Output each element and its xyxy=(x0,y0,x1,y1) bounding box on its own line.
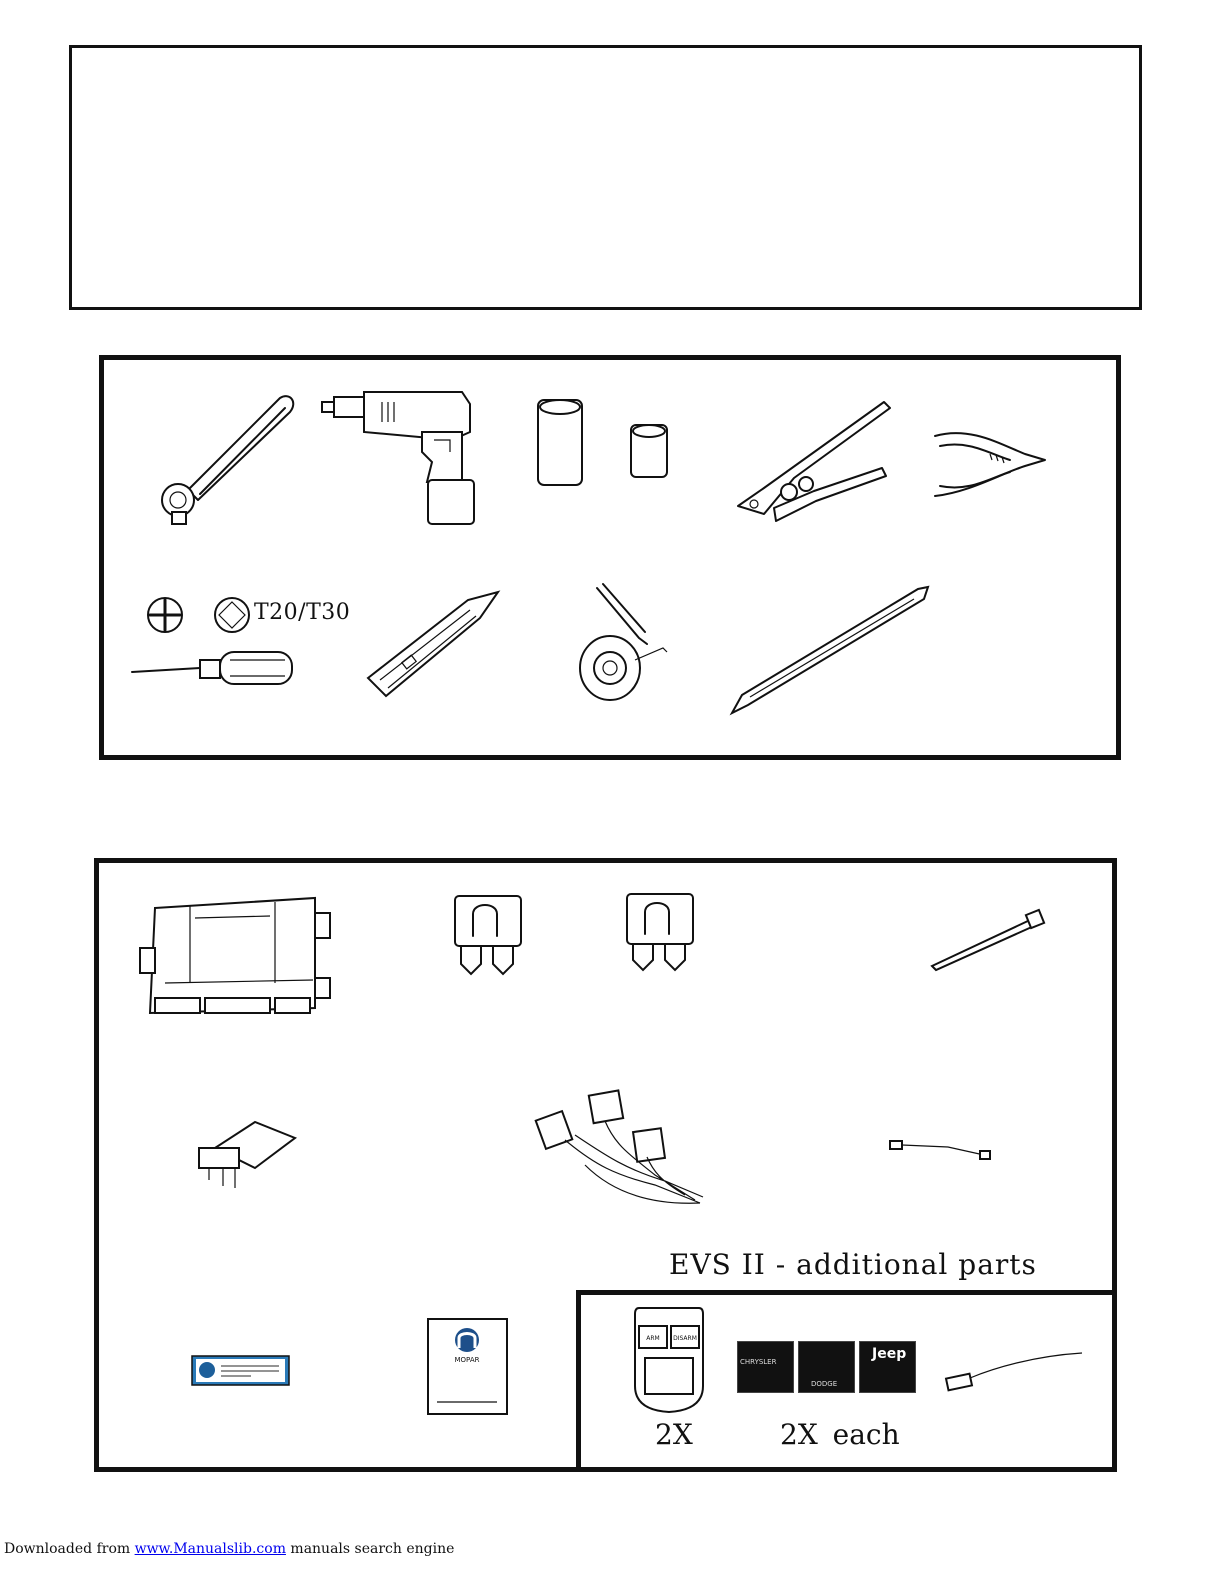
utility-knife-icon xyxy=(358,588,508,703)
cordless-drill-icon xyxy=(322,392,482,527)
socket-set-icon xyxy=(535,395,685,490)
ratchet-icon xyxy=(150,390,300,535)
manual-brand-text: MOPAR xyxy=(454,1356,480,1364)
jeep-badge-text: Jeep xyxy=(872,1346,907,1362)
dodge-badge-text: DODGE xyxy=(811,1380,838,1388)
antenna-lead-icon xyxy=(944,1350,1084,1392)
fuse-icon xyxy=(625,892,697,974)
owner-manual-icon xyxy=(427,1318,509,1416)
manualslib-link[interactable]: www.Manualslib.com xyxy=(134,1541,286,1557)
evs-additional-parts-title: EVS II - additional parts xyxy=(669,1248,1037,1281)
chrysler-badge-text: CHRYSLER xyxy=(740,1358,777,1366)
footer-prefix: Downloaded from xyxy=(4,1541,135,1557)
window-decal-icon xyxy=(191,1355,291,1387)
fob-disarm-button: DISARM xyxy=(673,1335,697,1342)
badges-quantity-label: 2X each xyxy=(780,1418,900,1451)
security-module-icon xyxy=(135,888,340,1028)
trim-panel-tool-icon xyxy=(728,585,933,725)
fob-quantity-label: 2X xyxy=(655,1418,693,1451)
fuse-icon xyxy=(453,894,525,976)
fob-arm-button: ARM xyxy=(646,1335,660,1342)
crimping-tool-icon xyxy=(734,396,894,531)
wire-stripper-icon xyxy=(930,430,1050,502)
chrysler-badge xyxy=(737,1341,794,1393)
cable-tie-icon xyxy=(930,908,1048,973)
soldering-iron-icon xyxy=(575,580,685,710)
torx-bit-size-label: T20/T30 xyxy=(254,600,351,625)
footer-source-line xyxy=(4,1541,454,1557)
footer-suffix: manuals search engine xyxy=(285,1541,455,1557)
key-fob-icon xyxy=(633,1306,705,1414)
sensor-pigtail-icon xyxy=(888,1135,993,1165)
jeep-badge xyxy=(859,1341,916,1393)
circuit-board-icon xyxy=(195,1118,300,1193)
wiring-harness-icon xyxy=(535,1085,710,1215)
dodge-badge xyxy=(798,1341,855,1393)
top-text-frame xyxy=(69,45,1142,310)
